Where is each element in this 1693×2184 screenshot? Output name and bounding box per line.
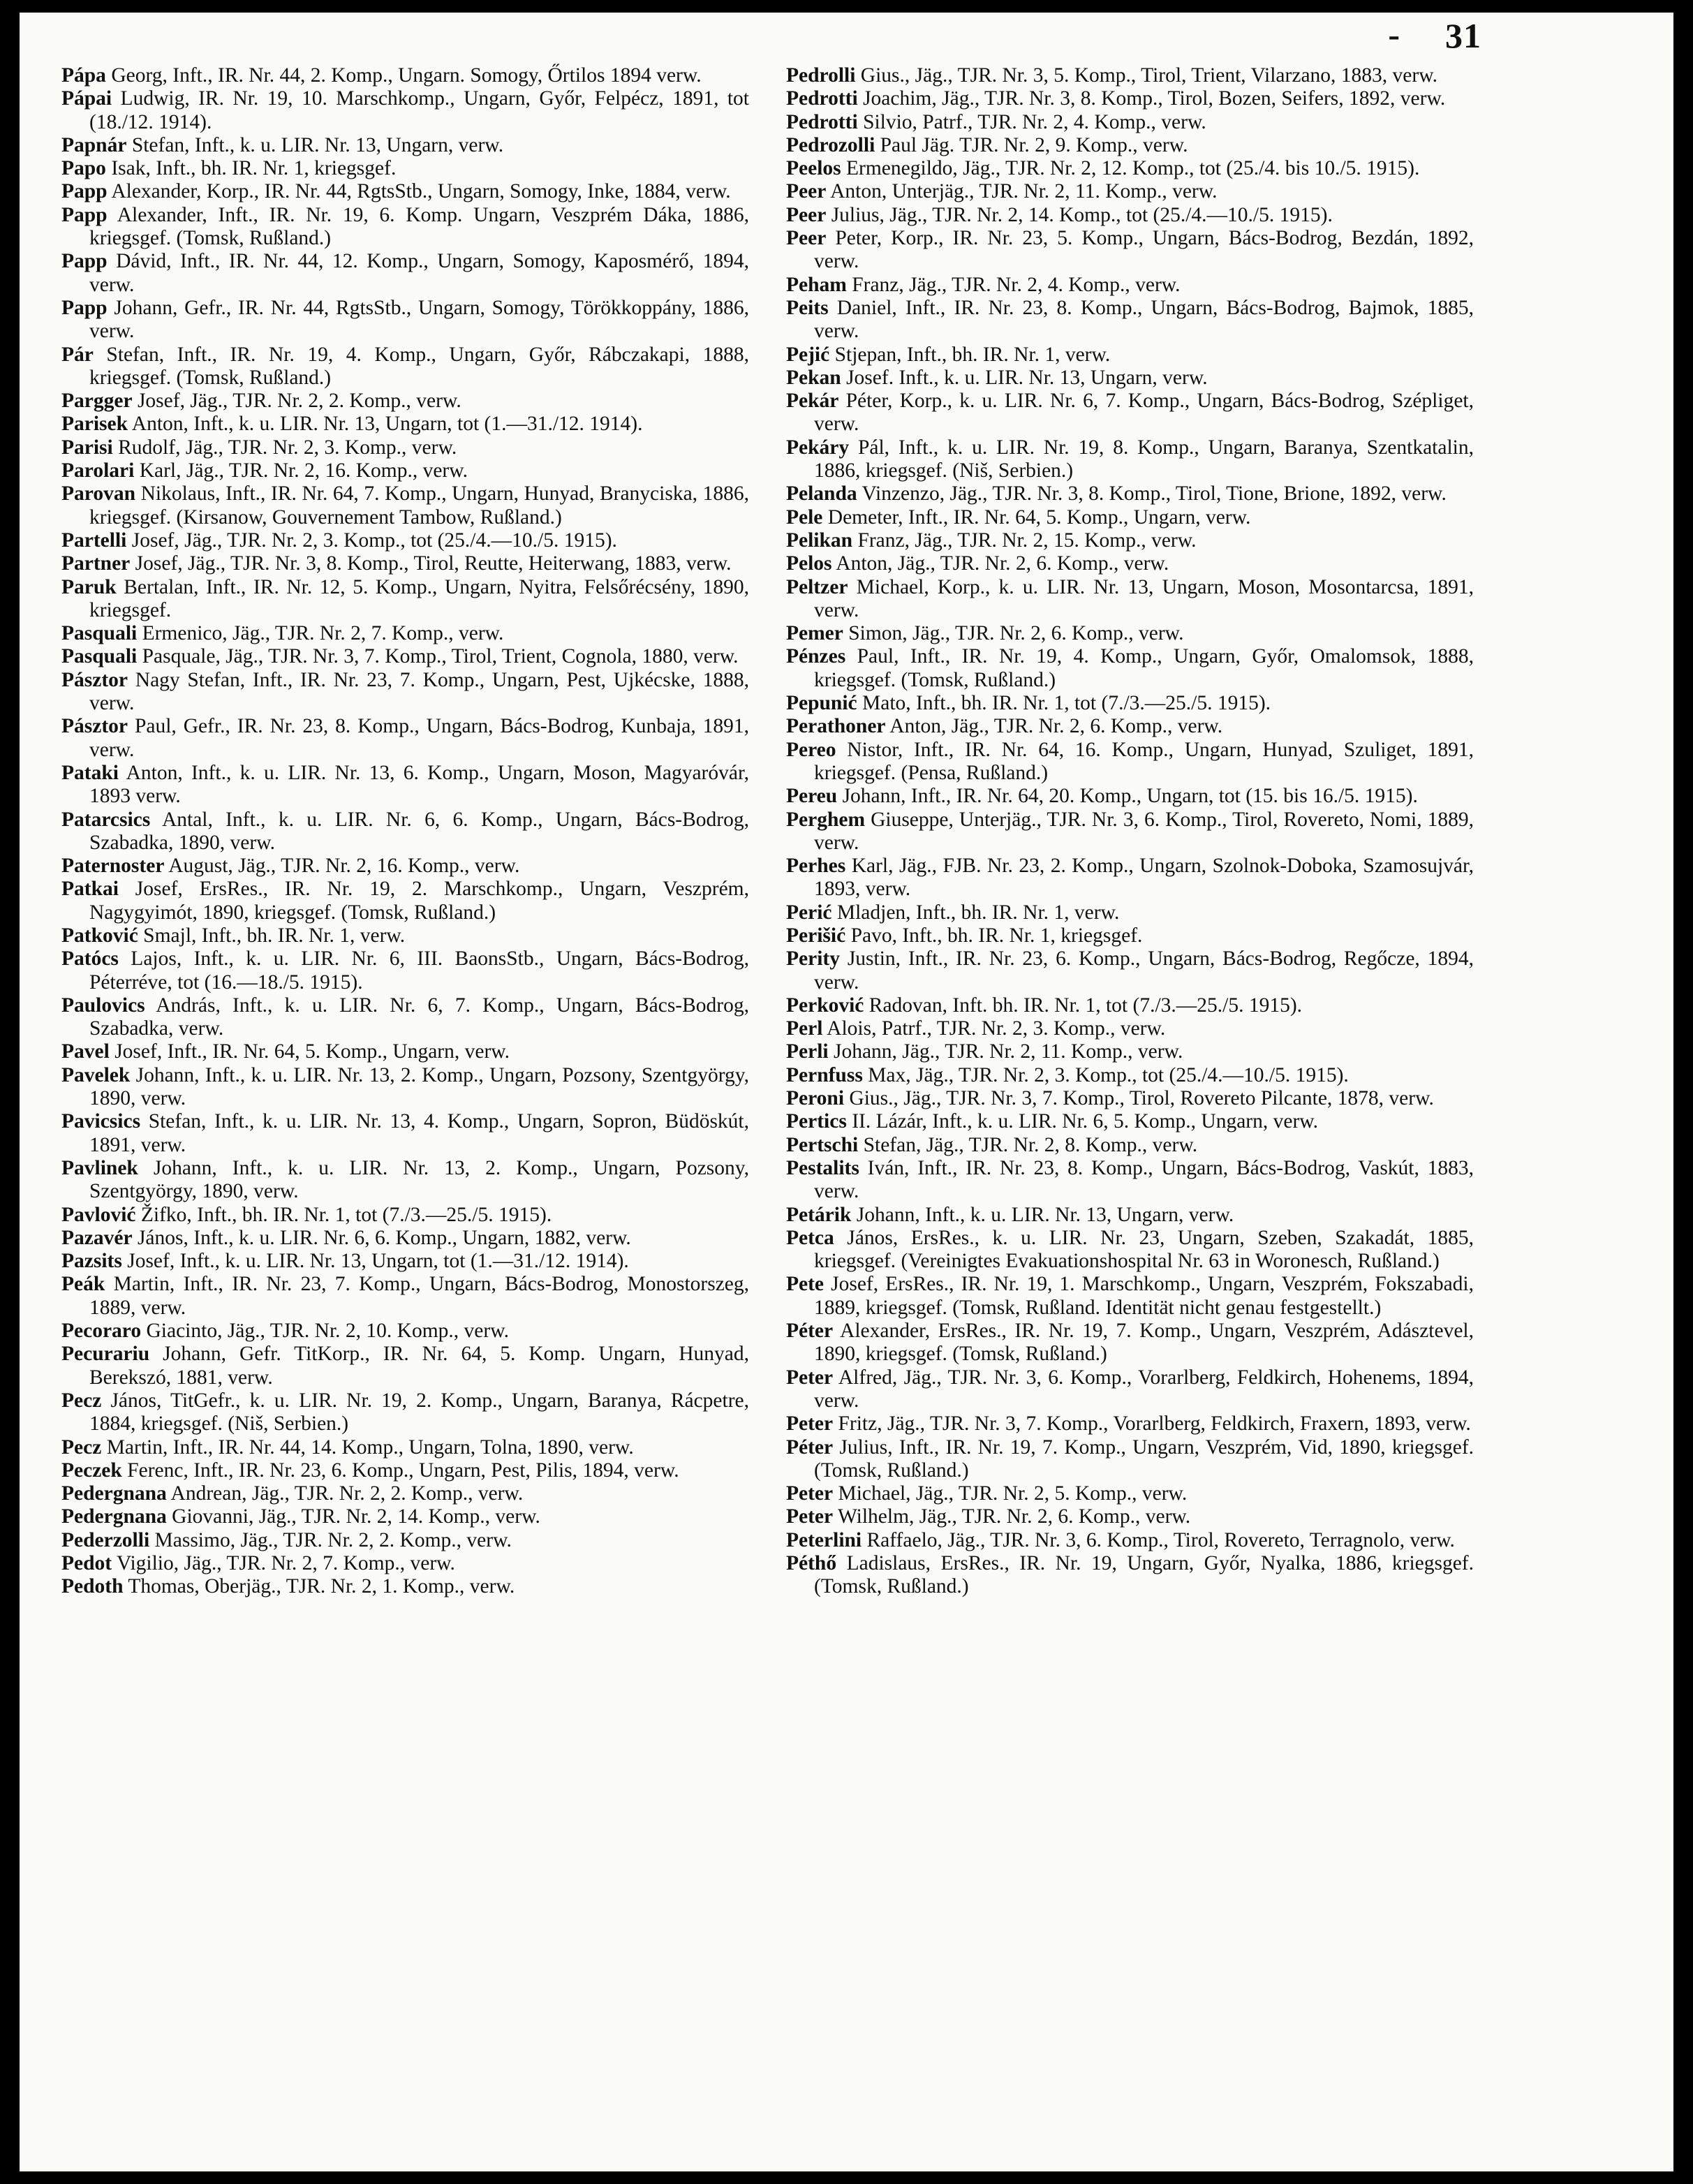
entry-surname: Pekáry [786,436,850,459]
entry-surname: Paruk [61,575,117,598]
register-entry [61,1320,749,1343]
entry-details: Anton, Inft., k. u. LIR. Nr. 13, 6. Komp., Ungarn, Moson, Magyaróvár, 1893 verw. [89,761,749,808]
register-entry [786,134,1474,157]
register-entry [786,111,1474,134]
entry-details: Demeter, Inft., IR. Nr. 64, 5. Komp., Ungarn, verw. [827,506,1251,529]
entry-details: Rudolf, Jäg., TJR. Nr. 2, 3. Komp., verw. [118,436,457,459]
register-entry [61,1273,749,1320]
entry-surname: Pekár [786,390,839,413]
entry-details: Silvio, Patrf., TJR. Nr. 2, 4. Komp., verw. [863,110,1206,133]
entry-surname: Pernfuss [786,1063,863,1086]
entry-details: Alexander, ErsRes., IR. Nr. 19, 7. Komp., Ungarn, Veszprém, Adásztevel, 1890, kriegsgef. (Tomsk, Rußland.) [814,1320,1474,1366]
entry-surname: Perl [786,1017,823,1040]
register-entry [61,482,749,529]
entry-details: Josef, Inft., k. u. LIR. Nr. 13, Ungarn, tot (1.—31./12. 1914). [127,1250,629,1273]
entry-surname: Pemer [786,622,843,645]
entry-surname: Papp [61,180,108,203]
register-entry [61,878,749,924]
register-entry [61,157,749,180]
register-entry [61,715,749,762]
entry-surname: Pásztor [61,715,128,738]
register-entry [61,809,749,855]
entry-details: Giacinto, Jäg., TJR. Nr. 2, 10. Komp., verw. [146,1320,509,1343]
entry-surname: Parisi [61,436,113,459]
entry-surname: Pelos [786,552,832,575]
entry-details: János, ErsRes., k. u. LIR. Nr. 23, Ungarn, Szeben, Szakadát, 1885, kriegsgef. (Vereinigtes Evakuationshospital Nr. 63 in Woronesch, Rußland.) [814,1226,1474,1273]
register-entry [61,1343,749,1389]
entry-details: Franz, Jäg., TJR. Nr. 2, 4. Komp., verw. [852,273,1181,296]
entry-details: Vinzenzo, Jäg., TJR. Nr. 3, 8. Komp., Tirol, Tione, Brione, 1892, verw. [862,482,1447,506]
register-entry [61,1459,749,1482]
entry-details: Wilhelm, Jäg., TJR. Nr. 2, 6. Komp., verw. [837,1505,1191,1528]
register-entry [61,204,749,251]
entry-details: Gius., Jäg., TJR. Nr. 3, 7. Komp., Tirol, Rovereto Pilcante, 1878, verw. [849,1087,1434,1110]
register-entry [61,1482,749,1505]
entry-surname: Peczek [61,1459,122,1482]
entry-details: Nistor, Inft., IR. Nr. 64, 16. Komp., Ungarn, Hunyad, Szuliget, 1891, kriegsgef. (Pensa, Rußland.) [814,738,1474,784]
register-entry [786,947,1474,994]
entry-details: Bertalan, Inft., IR. Nr. 12, 5. Komp., Ungarn, Nyitra, Felsőrécsény, 1890, kriegsgef. [89,575,749,621]
entry-details: Antal, Inft., k. u. LIR. Nr. 6, 6. Komp., Ungarn, Bács-Bodrog, Szabadka, 1890, verw. [89,808,749,854]
entry-surname: Perković [786,994,864,1017]
register-entry [786,1505,1474,1528]
register-entry [61,855,749,878]
register-entry [61,994,749,1041]
entry-surname: Pele [786,506,823,529]
register-entry [786,809,1474,855]
entry-surname: Peák [61,1273,105,1296]
entry-surname: Partelli [61,529,127,552]
entry-details: Fritz, Jäg., TJR. Nr. 3, 7. Komp., Vorarlberg, Feldkirch, Fraxern, 1893, verw. [838,1412,1471,1436]
register-entry [786,715,1474,738]
entry-surname: Papnár [61,133,127,156]
register-entry [786,855,1474,901]
register-entry [786,1040,1474,1063]
entry-surname: Pasquali [61,622,138,645]
entry-surname: Peter [786,1366,834,1389]
register-entry [786,274,1474,297]
entry-surname: Pestalits [786,1156,859,1179]
entry-surname: Pederzolli [61,1528,150,1551]
entry-surname: Pepunić [786,692,857,715]
entry-surname: Parovan [61,482,135,506]
entry-surname: Perathoner [786,715,886,738]
left-column [61,64,749,1599]
entry-surname: Pápai [61,87,112,110]
register-entry [786,1204,1474,1227]
entry-details: Johann, Inft., k. u. LIR. Nr. 13, 2. Komp., Ungarn, Pozsony, Szentgyörgy, 1890, verw. [89,1156,749,1203]
entry-details: Johann, Gefr. TitKorp., IR. Nr. 64, 5. Komp. Ungarn, Hunyad, Berekszó, 1881, verw. [89,1343,749,1389]
register-entry [786,529,1474,552]
entry-surname: Peter [786,1482,834,1505]
register-entry [786,1157,1474,1204]
entry-details: Isak, Inft., bh. IR. Nr. 1, kriegsgef. [111,157,397,180]
entry-surname: Parisek [61,413,128,436]
entry-details: Vigilio, Jäg., TJR. Nr. 2, 7. Komp., verw. [116,1552,455,1574]
register-entry [61,459,749,482]
entry-surname: Pete [786,1273,825,1296]
entry-surname: Patković [61,924,138,947]
entry-surname: Pavlović [61,1203,136,1226]
register-entry [61,344,749,390]
entry-surname: Pazavér [61,1226,133,1249]
page-number: 31 [1445,16,1481,55]
entry-surname: Pedot [61,1552,112,1574]
entry-details: Iván, Inft., IR. Nr. 23, 8. Komp., Ungarn, Bács-Bodrog, Vaskút, 1883, verw. [814,1156,1474,1203]
entry-surname: Peer [786,180,827,203]
register-entry [61,1505,749,1528]
register-entry [786,227,1474,274]
entry-surname: Peham [786,273,847,296]
register-entry [61,1389,749,1436]
entry-surname: Pedrolli [786,64,856,87]
entry-details: Max, Jäg., TJR. Nr. 2, 3. Komp., tot (25./4.—10./5. 1915). [868,1063,1349,1086]
register-entry [786,622,1474,645]
entry-details: Žifko, Inft., bh. IR. Nr. 1, tot (7./3.—25./5. 1915). [140,1203,552,1226]
entry-details: Josef, ErsRes., IR. Nr. 19, 1. Marschkomp., Ungarn, Veszprém, Fokszabadi, 1889, kriegsgef. (Tomsk, Rußland. Identität nicht genau festgestellt.) [814,1273,1474,1319]
register-entry [61,529,749,552]
entry-surname: Pasquali [61,645,138,668]
register-entry [786,1064,1474,1087]
entry-details: Stefan, Inft., IR. Nr. 19, 4. Komp., Ungarn, Győr, Rábczakapi, 1888, kriegsgef. (Tomsk, Rußland.) [89,343,750,389]
entry-surname: Papp [61,203,108,226]
entry-details: Simon, Jäg., TJR. Nr. 2, 6. Komp., verw. [848,622,1184,645]
right-column [786,64,1474,1599]
entry-surname: Pelanda [786,482,857,506]
entry-surname: Papp [61,250,108,273]
entry-surname: Patócs [61,947,119,971]
entry-details: Paul Jäg. TJR. Nr. 2, 9. Komp., verw. [880,133,1188,156]
entry-surname: Perity [786,947,840,971]
register-entry [61,250,749,297]
entry-details: Johann, Inft., k. u. LIR. Nr. 13, Ungarn, verw. [856,1203,1234,1226]
register-entry [61,1227,749,1250]
entry-details: Ladislaus, ErsRes., IR. Nr. 19, Ungarn, Győr, Nyalka, 1886, kriegsgef. (Tomsk, Rußland.) [814,1552,1474,1598]
entry-details: Josef, Jäg., TJR. Nr. 2, 2. Komp., verw. [137,390,461,413]
register-entry [61,924,749,947]
entry-details: Stefan, Inft., k. u. LIR. Nr. 13, 4. Komp., Ungarn, Sopron, Büdöskút, 1891, verw. [89,1110,750,1156]
entry-surname: Petárik [786,1203,852,1226]
entry-details: Alfred, Jäg., TJR. Nr. 3, 6. Komp., Vorarlberg, Feldkirch, Hohenems, 1894, verw. [814,1366,1474,1412]
entry-details: Giuseppe, Unterjäg., TJR. Nr. 3, 6. Komp., Tirol, Rovereto, Nomi, 1889, verw. [814,808,1474,854]
register-entry [786,1134,1474,1157]
entry-surname: Pápa [61,64,106,87]
entry-details: Johann, Inft., IR. Nr. 64, 20. Komp., Ungarn, tot (15. bis 16./5. 1915). [842,785,1418,808]
register-entry [786,552,1474,575]
entry-surname: Peter [786,1505,834,1528]
register-entry [61,1552,749,1575]
entry-surname: Paternoster [61,855,165,878]
register-entry [61,413,749,436]
entry-details: Péter, Korp., k. u. LIR. Nr. 6, 7. Komp., Ungarn, Bács-Bodrog, Szépliget, verw. [814,390,1474,436]
register-entry [786,645,1474,692]
entry-details: Ermenegildo, Jäg., TJR. Nr. 2, 12. Komp., tot (25./4. bis 10./5. 1915). [846,157,1420,180]
entry-surname: Péthő [786,1552,837,1574]
entry-details: Josef, ErsRes., IR. Nr. 19, 2. Marschkomp., Ungarn, Veszprém, Nagygyimót, 1890, kriegsgef. (Tomsk, Rußland.) [89,878,750,924]
entry-surname: Pereu [786,785,838,808]
register-entry [61,390,749,413]
entry-surname: Pavelek [61,1063,131,1086]
register-entry [786,64,1474,87]
entry-details: Lajos, Inft., k. u. LIR. Nr. 6, III. BaonsStb., Ungarn, Bács-Bodrog, Péterréve, tot (16.—18./5. 1915). [89,947,749,994]
entry-surname: Paulovics [61,994,145,1017]
entry-surname: Pásztor [61,668,128,691]
entry-details: Stjepan, Inft., bh. IR. Nr. 1, verw. [834,343,1111,366]
entry-details: Alexander, Inft., IR. Nr. 19, 6. Komp. Ungarn, Veszprém Dáka, 1886, kriegsgef. (Tomsk, Rußland.) [89,203,750,250]
entry-surname: Peer [786,203,827,226]
entry-surname: Peroni [786,1087,845,1110]
entry-surname: Pargger [61,390,133,413]
entry-details: Ludwig, IR. Nr. 19, 10. Marschkomp., Ungarn, Győr, Felpécz, 1891, tot (18./12. 1914). [89,87,750,133]
register-entry [786,297,1474,344]
entry-surname: Partner [61,552,131,575]
entry-details: Alexander, Korp., IR. Nr. 44, RgtsStb., Ungarn, Somogy, Inke, 1884, verw. [111,180,731,203]
entry-details: Pasquale, Jäg., TJR. Nr. 3, 7. Komp., Tirol, Trient, Cognola, 1880, verw. [142,645,739,668]
entry-details: II. Lázár, Inft., k. u. LIR. Nr. 6, 5. Komp., Ungarn, verw. [852,1110,1319,1133]
entry-surname: Pénzes [786,645,846,668]
register-entry [786,506,1474,529]
entry-details: Smajl, Inft., bh. IR. Nr. 1, verw. [143,924,406,947]
entry-surname: Pertics [786,1110,847,1133]
entry-details: Anton, Jäg., TJR. Nr. 2, 6. Komp., verw. [889,715,1223,738]
register-entry [61,134,749,157]
entry-details: Thomas, Oberjäg., TJR. Nr. 2, 1. Komp., verw. [128,1575,515,1598]
entry-details: Julius, Inft., IR. Nr. 19, 7. Komp., Ungarn, Veszprém, Vid, 1890, kriegsgef. (Tomsk, Rußland.) [814,1436,1474,1482]
entry-details: Justin, Inft., IR. Nr. 23, 6. Komp., Ungarn, Bács-Bodrog, Regőcze, 1894, verw. [814,947,1474,994]
register-entry [61,1064,749,1111]
entry-surname: Pedrotti [786,110,858,133]
register-entry [61,669,749,716]
entry-surname: Pedoth [61,1575,124,1598]
entry-details: August, Jäg., TJR. Nr. 2, 16. Komp., verw. [168,855,520,878]
entry-details: Karl, Jäg., TJR. Nr. 2, 16. Komp., verw. [139,459,468,482]
entry-surname: Pedergnana [61,1505,167,1528]
entry-surname: Pedrozolli [786,133,875,156]
entry-surname: Pavlinek [61,1156,138,1179]
entry-details: Stefan, Inft., k. u. LIR. Nr. 13, Ungarn, verw. [131,133,504,156]
entry-details: Martin, Inft., IR. Nr. 23, 7. Komp., Ungarn, Bács-Bodrog, Monostorszeg, 1889, verw. [89,1273,750,1319]
entry-details: János, Inft., k. u. LIR. Nr. 6, 6. Komp., Ungarn, 1882, verw. [137,1226,631,1249]
entry-surname: Pavel [61,1040,110,1063]
register-entry [786,87,1474,110]
register-entry [61,576,749,623]
entry-details: Mladjen, Inft., bh. IR. Nr. 1, verw. [836,901,1120,924]
entry-details: Daniel, Inft., IR. Nr. 23, 8. Komp., Ungarn, Bács-Bodrog, Bajmok, 1885, verw. [814,296,1474,343]
register-entry [786,1529,1474,1552]
entry-details: Georg, Inft., IR. Nr. 44, 2. Komp., Ungarn. Somogy, Őrtilos 1894 verw. [111,64,702,87]
entry-details: Paul, Gefr., IR. Nr. 23, 8. Komp., Ungarn, Bács-Bodrog, Kunbaja, 1891, verw. [89,715,749,761]
register-entry [61,622,749,645]
entry-surname: Pecoraro [61,1320,142,1343]
register-entry [61,1204,749,1227]
register-entry [786,1366,1474,1413]
entry-details: Raffaelo, Jäg., TJR. Nr. 3, 6. Komp., Tirol, Rovereto, Terragnolo, verw. [866,1528,1455,1551]
entry-details: Karl, Jäg., FJB. Nr. 23, 2. Komp., Ungarn, Szolnok-Doboka, Szamosujvár, 1893, verw. [814,855,1474,901]
entry-details: Nagy Stefan, Inft., IR. Nr. 23, 7. Komp., Ungarn, Pest, Ujkécske, 1888, verw. [89,668,750,715]
entry-surname: Perghem [786,808,866,831]
entry-surname: Pecz [61,1436,102,1459]
entry-surname: Patarcsics [61,808,151,831]
entry-details: János, TitGefr., k. u. LIR. Nr. 19, 2. Komp., Ungarn, Baranya, Rácpetre, 1884, kriegsgef. (Niš, Serbien.) [89,1389,750,1436]
register-entry [61,87,749,134]
entry-surname: Papp [61,296,108,319]
entry-details: Anton, Inft., k. u. LIR. Nr. 13, Ungarn, tot (1.—31./12. 1914). [131,413,643,436]
register-entry [786,157,1474,180]
register-entry [786,1552,1474,1599]
register-entry [786,901,1474,924]
register-entry [61,552,749,575]
register-entry [786,924,1474,947]
register-entry [786,1110,1474,1133]
entry-details: Josef, Jäg., TJR. Nr. 2, 3. Komp., tot (25./4.—10./5. 1915). [131,529,617,552]
entry-surname: Peelos [786,157,841,180]
register-entry [61,1110,749,1157]
entry-surname: Péter [786,1436,834,1459]
register-entry [786,436,1474,483]
entry-details: Massimo, Jäg., TJR. Nr. 2, 2. Komp., verw. [154,1528,512,1551]
register-entry [786,1482,1474,1505]
entry-surname: Peterlini [786,1528,862,1551]
register-entry [61,436,749,459]
register-entry [61,1157,749,1204]
entry-details: András, Inft., k. u. LIR. Nr. 6, 7. Komp., Ungarn, Bács-Bodrog, Szabadka, verw. [89,994,750,1040]
entry-details: Stefan, Jäg., TJR. Nr. 2, 8. Komp., verw. [863,1133,1198,1156]
register-entry [61,180,749,203]
entry-details: Josef, Jäg., TJR. Nr. 3, 8. Komp., Tirol, Reutte, Heiterwang, 1883, verw. [135,552,732,575]
register-entry [61,947,749,994]
entry-details: Michael, Korp., k. u. LIR. Nr. 13, Ungarn, Moson, Mosontarcsa, 1891, verw. [814,575,1474,621]
register-entry [786,1412,1474,1436]
entry-surname: Pataki [61,761,119,784]
entry-details: Pavo, Inft., bh. IR. Nr. 1, kriegsgef. [850,924,1143,947]
register-entry [61,1040,749,1063]
entry-surname: Peter [786,1412,834,1436]
register-entry [61,645,749,668]
entry-surname: Pelikan [786,529,853,552]
register-entry [61,1436,749,1459]
register-entry [61,1529,749,1552]
entry-details: Nikolaus, Inft., IR. Nr. 64, 7. Komp., Ungarn, Hunyad, Branyciska, 1886, kriegsgef. (Kirsanow, Gouvernement Tambow, Rußland.) [89,482,749,529]
entry-surname: Pereo [786,738,836,761]
entry-surname: Peer [786,227,827,250]
entry-surname: Pertschi [786,1133,859,1156]
entry-details: Gius., Jäg., TJR. Nr. 3, 5. Komp., Tirol, Trient, Vilarzano, 1883, verw. [860,64,1437,87]
register-entry [786,482,1474,506]
entry-details: Martin, Inft., IR. Nr. 44, 14. Komp., Ungarn, Tolna, 1890, verw. [106,1436,634,1459]
register-entry [786,994,1474,1017]
entry-surname: Pedrotti [786,87,858,110]
entry-surname: Perli [786,1040,829,1063]
register-entry [786,1227,1474,1274]
register-entry [786,367,1474,390]
entry-details: Alois, Patrf., TJR. Nr. 2, 3. Komp., verw. [827,1017,1166,1040]
entry-surname: Pecurariu [61,1343,150,1366]
entry-details: Peter, Korp., IR. Nr. 23, 5. Komp., Ungarn, Bács-Bodrog, Bezdán, 1892, verw. [814,227,1474,273]
header-mark: - [1388,15,1400,54]
register-entry [786,1087,1474,1110]
register-entry [786,1436,1474,1483]
entry-details: Giovanni, Jäg., TJR. Nr. 2, 14. Komp., verw. [172,1505,540,1528]
entry-details: Pál, Inft., k. u. LIR. Nr. 19, 8. Komp., Ungarn, Baranya, Szentkatalin, 1886, kriegsgef. (Niš, Serbien.) [814,436,1474,482]
register-entry [786,390,1474,436]
document-page [20,13,1673,2171]
register-entry [786,1273,1474,1320]
entry-surname: Pejić [786,343,830,366]
register-entry [786,739,1474,785]
entry-details: Andrean, Jäg., TJR. Nr. 2, 2. Komp., verw. [170,1482,524,1505]
entry-details: Johann, Inft., k. u. LIR. Nr. 13, 2. Komp., Ungarn, Pozsony, Szentgyörgy, 1890, verw. [89,1063,749,1110]
entry-details: Joachim, Jäg., TJR. Nr. 3, 8. Komp., Tirol, Bozen, Seifers, 1892, verw. [863,87,1446,110]
entry-surname: Peits [786,296,829,319]
register-entry [61,297,749,344]
register-entry [786,692,1474,715]
entry-surname: Pecz [61,1389,102,1412]
register-entry [61,64,749,87]
entry-surname: Pavicsics [61,1110,141,1133]
entry-details: Johann, Gefr., IR. Nr. 44, RgtsStb., Ungarn, Somogy, Törökkoppány, 1886, verw. [89,296,749,343]
register-entry [786,344,1474,367]
entry-surname: Parolari [61,459,135,482]
entry-details: Franz, Jäg., TJR. Nr. 2, 15. Komp., verw. [857,529,1197,552]
register-entry [61,1575,749,1598]
entry-surname: Perić [786,901,832,924]
entry-surname: Pár [61,343,94,366]
register-entry [786,204,1474,227]
entry-details: Anton, Jäg., TJR. Nr. 2, 6. Komp., verw. [836,552,1169,575]
entry-surname: Patkai [61,878,119,901]
entry-details: Josef, Inft., IR. Nr. 64, 5. Komp., Ungarn, verw. [114,1040,510,1063]
entry-surname: Pedergnana [61,1482,167,1505]
entry-surname: Péter [786,1320,834,1343]
register-entry [61,1250,749,1273]
register-entry [786,576,1474,623]
entry-surname: Pazsits [61,1250,122,1273]
entry-details: Julius, Jäg., TJR. Nr. 2, 14. Komp., tot (25./4.—10./5. 1915). [831,203,1333,226]
entry-details: Radovan, Inft. bh. IR. Nr. 1, tot (7./3.—25./5. 1915). [868,994,1303,1017]
register-entry [786,180,1474,203]
register-entry [786,785,1474,808]
entry-surname: Petca [786,1226,834,1249]
entry-details: Dávid, Inft., IR. Nr. 44, 12. Komp., Ungarn, Somogy, Kaposmérő, 1894, verw. [89,250,750,296]
register-entry [61,762,749,809]
entry-surname: Pekan [786,366,841,389]
entry-details: Mato, Inft., bh. IR. Nr. 1, tot (7./3.—25./5. 1915). [862,692,1271,715]
entry-details: Josef. Inft., k. u. LIR. Nr. 13, Ungarn, verw. [846,366,1208,389]
entry-details: Johann, Jäg., TJR. Nr. 2, 11. Komp., verw. [833,1040,1183,1063]
entry-details: Ermenico, Jäg., TJR. Nr. 2, 7. Komp., verw. [142,622,504,645]
entry-details: Michael, Jäg., TJR. Nr. 2, 5. Komp., verw. [838,1482,1188,1505]
entry-surname: Peltzer [786,575,848,598]
entry-details: Paul, Inft., IR. Nr. 19, 4. Komp., Ungarn, Győr, Omalomsok, 1888, kriegsgef. (Tomsk, Rußland.) [814,645,1474,691]
entry-surname: Papo [61,157,106,180]
register-entry [786,1320,1474,1366]
register-entry [786,1017,1474,1040]
entry-details: Ferenc, Inft., IR. Nr. 23, 6. Komp., Ungarn, Pest, Pilis, 1894, verw. [127,1459,679,1482]
entry-surname: Perhes [786,855,846,878]
entry-surname: Perišić [786,924,846,947]
entry-details: Anton, Unterjäg., TJR. Nr. 2, 11. Komp., verw. [830,180,1218,203]
